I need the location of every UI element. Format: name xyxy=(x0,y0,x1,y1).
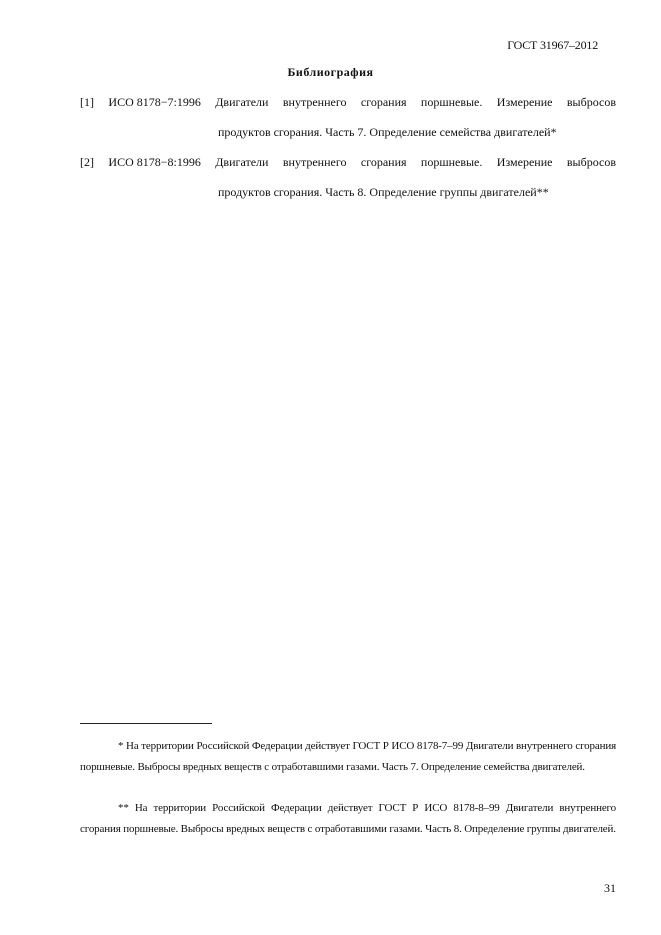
bibliography-entry xyxy=(80,87,616,147)
footnote-separator xyxy=(80,723,212,724)
entry-title-word: поршневые. xyxy=(420,95,483,109)
entry-standard: ИСО 8178−7:1996 xyxy=(108,95,201,109)
bibliography-entry-first-line xyxy=(80,87,616,117)
entry-title-word: Двигатели xyxy=(215,155,269,169)
entry-title-word: выбросов xyxy=(566,95,616,109)
entry-title-word: сгорания xyxy=(360,95,407,109)
entry-number: [1] xyxy=(80,95,94,109)
entry-standard: ИСО 8178−8:1996 xyxy=(108,155,201,169)
entry-title-word: сгорания xyxy=(360,155,407,169)
section-title: Библиография xyxy=(287,65,374,79)
document-code: ГОСТ 31967–2012 xyxy=(507,38,598,52)
entry-title-word: Измерение xyxy=(496,95,553,109)
entry-title-word: выбросов xyxy=(566,155,616,169)
bibliography-entry xyxy=(80,147,616,207)
entry-title-word: Двигатели xyxy=(215,95,269,109)
entry-title-continuation: продуктов сгорания. Часть 7. Определение семейства двигателей* xyxy=(218,125,557,139)
entry-title-word: внутреннего xyxy=(282,155,347,169)
entry-title-word: внутреннего xyxy=(282,95,347,109)
entry-title-word: Измерение xyxy=(496,155,553,169)
entry-title-continuation: продуктов сгорания. Часть 8. Определение группы двигателей** xyxy=(218,185,549,199)
footnote: * На территории Российской Федерации действует ГОСТ Р ИСО 8178-7–99 Двигатели внутреннего сгорания поршневые. Выбросы вредных веществ с отработавшими газами. Часть 7. Определение семейства двигателей. xyxy=(80,740,616,773)
entry-number: [2] xyxy=(80,155,94,169)
footnote: ** На территории Российской Федерации действует ГОСТ Р ИСО 8178-8–99 Двигатели внутреннего сгорания поршневые. Выбросы вредных веществ с отработавшими газами. Часть 8. Определение группы двигателей. xyxy=(80,802,616,835)
bibliography-entry-first-line xyxy=(80,147,616,177)
entry-title-word: поршневые. xyxy=(420,155,483,169)
page-number: 31 xyxy=(604,881,616,895)
